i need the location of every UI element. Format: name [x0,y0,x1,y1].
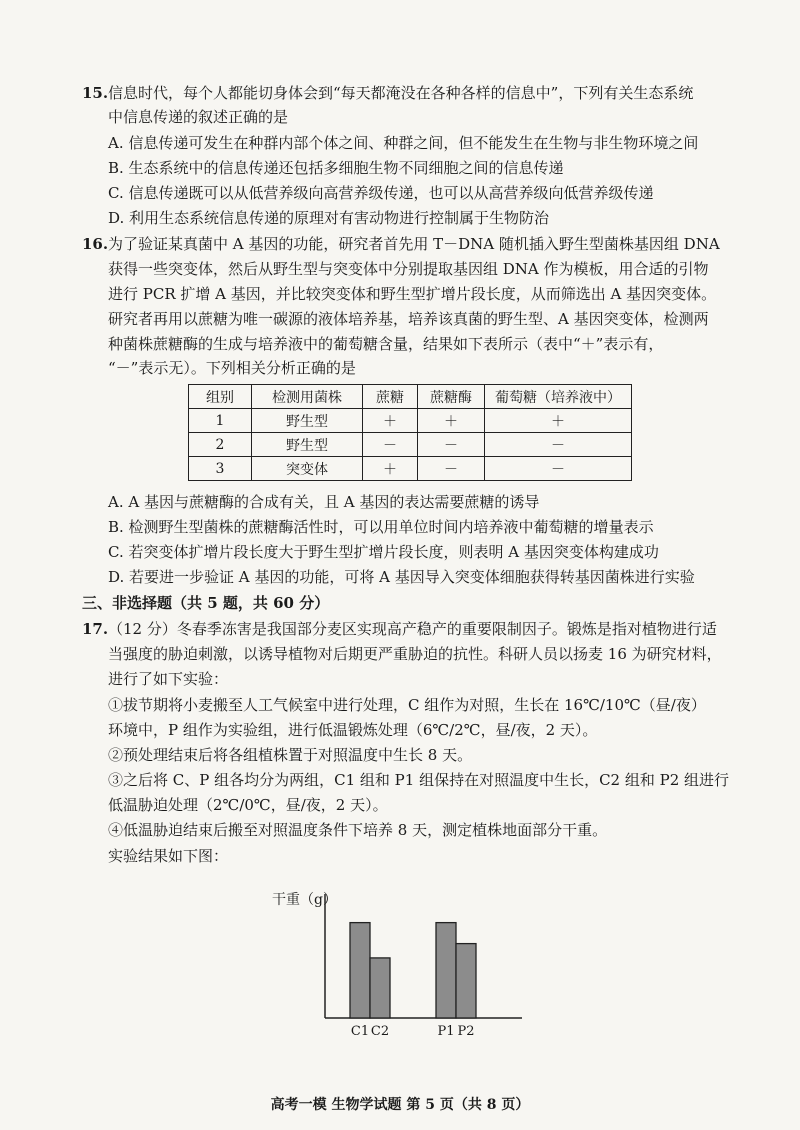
q15-option-b: B. 生态系统中的信息传递还包括多细胞生物不同细胞之间的信息传递 [108,159,564,177]
dry-weight-bar-chart [270,880,530,1040]
q17-stem-line1 [82,618,717,640]
bar-c1 [350,923,370,1018]
q15-number: 15. [82,84,109,102]
table-row [189,409,632,433]
table-cell: 2 [189,433,252,457]
table-cell: ＋ [418,409,485,433]
q15-stem-line2: 中信息传递的叙述正确的是 [108,108,289,126]
q17-stem-text1: （12 分）冬春季冻害是我国部分麦区实现高产稳产的重要限制因子。锻炼是指对植物进行适 [108,620,717,638]
q17-step1-line2: 环境中，P 组作为实验组，进行低温锻炼处理（6℃/2℃，昼/夜，2 天）。 [108,721,598,739]
table-cell: － [418,457,485,481]
table-cell: － [363,433,418,457]
table-cell: － [418,433,485,457]
q16-result-table [188,384,632,481]
table-cell: ＋ [363,409,418,433]
table-cell: 3 [189,457,252,481]
q15-option-c: C. 信息传递既可以从低营养级向高营养级传递，也可以从高营养级向低营养级传递 [108,184,654,202]
table-cell: ＋ [485,409,632,433]
table-header-row [189,385,632,409]
table-cell: － [485,433,632,457]
q16-option-c: C. 若突变体扩增片段长度大于野生型扩增片段长度，则表明 A 基因突变体构建成功 [108,543,659,561]
q17-result-intro: 实验结果如下图： [108,847,229,865]
q16-stem-text1: 为了验证某真菌中 A 基因的功能，研究者首先用 T－DNA 随机插入野生型菌株基因组 DNA [108,235,720,253]
q16-option-a: A. A 基因与蔗糖酶的合成有关，且 A 基因的表达需要蔗糖的诱导 [108,493,540,511]
q17-step3-line1: ③之后将 C、P 组各均分为两组，C1 组和 P1 组保持在对照温度中生长，C2 组和 P2 组进行 [108,771,730,789]
q16-stem-line2: 获得一些突变体，然后从野生型与突变体中分别提取基因组 DNA 作为模板，用合适的引物 [108,260,709,278]
q15-stem-line1 [82,82,693,104]
q16-stem-line5: 种菌株蔗糖酶的生成与培养液中的葡萄糖含量，结果如下表所示（表中“＋”表示有， [108,335,664,353]
x-tick-label-p2: P2 [457,1024,475,1039]
table-row [189,433,632,457]
table-cell: ＋ [363,457,418,481]
bar-c2 [370,958,390,1018]
x-tick-label-c2: C2 [370,1024,390,1039]
table-header-cell: 组别 [189,385,252,409]
x-tick-label-c1: C1 [350,1024,370,1039]
q16-stem-line3: 进行 PCR 扩增 A 基因，并比较突变体和野生型扩增片段长度，从而筛选出 A 基因突变体。 [108,285,717,303]
x-tick-label-p1: P1 [437,1024,455,1039]
table-cell: 野生型 [252,409,363,433]
q17-stem-line3: 进行了如下实验： [108,670,229,688]
q17-stem-line2: 当强度的胁迫刺激，以诱导植物对后期更严重胁迫的抗性。科研人员以扬麦 16 为研究材料， [108,645,722,663]
q16-option-d: D. 若要进一步验证 A 基因的功能，可将 A 基因导入突变体细胞获得转基因菌株进行实验 [108,568,695,586]
section-heading: 三、非选择题（共 5 题，共 60 分） [82,594,330,612]
table-header-cell: 蔗糖酶 [418,385,485,409]
table-row [189,457,632,481]
q17-number: 17. [82,620,109,638]
q17-step3-line2: 低温胁迫处理（2℃/0℃，昼/夜，2 天）。 [108,796,388,814]
q16-stem-line6: “－”表示无）。下列相关分析正确的是 [108,359,356,377]
table-cell: － [485,457,632,481]
table-header-cell: 检测用菌株 [252,385,363,409]
table-cell: 1 [189,409,252,433]
table-cell: 野生型 [252,433,363,457]
q15-stem-text1: 信息时代，每个人都能切身体会到“每天都淹没在各种各样的信息中”，下列有关生态系统 [108,84,694,102]
q15-option-a: A. 信息传递可发生在种群内部个体之间、种群之间，但不能发生在生物与非生物环境之间 [108,134,699,152]
table-header-cell: 葡萄糖（培养液中） [485,385,632,409]
q16-number: 16. [82,235,109,253]
q15-option-d: D. 利用生态系统信息传递的原理对有害动物进行控制属于生物防治 [108,209,550,227]
q16-option-b: B. 检测野生型菌株的蔗糖酶活性时，可以用单位时间内培养液中葡萄糖的增量表示 [108,518,654,536]
bar-p2 [456,944,476,1018]
table-header-cell: 蔗糖 [363,385,418,409]
q17-step2: ②预处理结束后将各组植株置于对照温度中生长 8 天。 [108,746,473,764]
q17-step1-line1: ①拔节期将小麦搬至人工气候室中进行处理，C 组作为对照，生长在 16℃/10℃（昼/夜） [108,696,706,714]
q17-step4: ④低温胁迫结束后搬至对照温度条件下培养 8 天，测定植株地面部分干重。 [108,821,608,839]
page-footer: 高考一模 生物学试题 第 5 页（共 8 页） [270,1097,530,1113]
table-cell: 突变体 [252,457,363,481]
bar-p1 [436,923,456,1018]
q16-stem-line4: 研究者再用以蔗糖为唯一碳源的液体培养基，培养该真菌的野生型、A 基因突变体，检测两 [108,310,709,328]
chart-y-label: 干重（g） [272,892,337,908]
q16-stem-line1 [82,233,720,255]
